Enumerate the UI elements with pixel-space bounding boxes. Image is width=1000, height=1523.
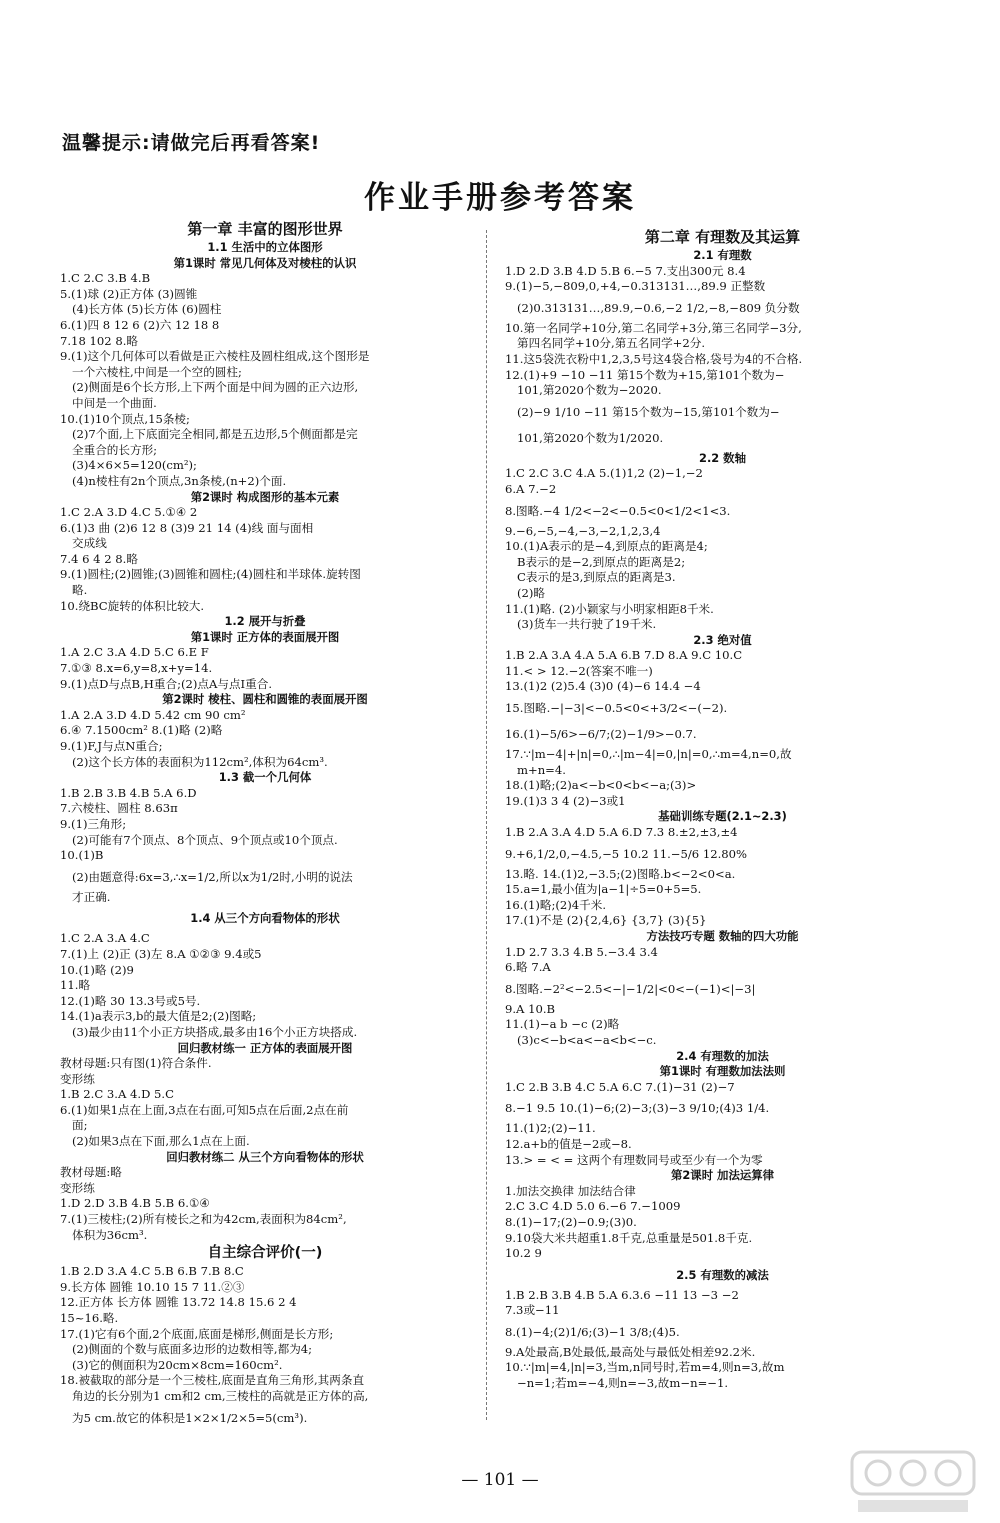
answer-line: 7.六棱柱、圆柱 8.63π bbox=[60, 801, 178, 816]
left-column bbox=[60, 218, 470, 1431]
answer-line: 体积为36cm³. bbox=[72, 1227, 148, 1242]
answer-line: 1.D 2.D 3.B 4.D 5.B 6.−5 7.支出300元 8.4 bbox=[505, 263, 746, 278]
answer-line: 9.−6,−5,−4,−3,−2,1,2,3,4 bbox=[505, 523, 661, 538]
lesson-heading: 第2课时 棱柱、圆柱和圆锥的表面展开图 bbox=[162, 692, 368, 707]
watermark-logo bbox=[848, 1448, 978, 1516]
answer-line: 1.A 2.A 3.D 4.D 5.42 cm 90 cm² bbox=[60, 707, 246, 722]
answer-line: (2)−9 1/10 −11 第15个数为−15,第101个数为− bbox=[517, 404, 780, 419]
answer-line: (4)长方体 (5)长方体 (6)圆柱 bbox=[72, 302, 222, 317]
answer-line: 1.C 2.C 3.C 4.A 5.(1)1,2 (2)−1,−2 bbox=[505, 466, 703, 481]
answer-line: 12.正方体 长方体 圆锥 13.72 14.8 15.6 2 4 bbox=[60, 1295, 297, 1310]
answer-line: 17.(1)不是 (2){2,4,6} {3,7} (3){5} bbox=[505, 913, 707, 928]
answer-line: (3)货车一共行驶了19千米. bbox=[517, 617, 657, 632]
answer-line: 面; bbox=[72, 1118, 88, 1133]
section-heading: 1.4 从三个方向看物体的形状 bbox=[190, 911, 340, 926]
answer-line: 9.(1)圆柱;(2)圆锥;(3)圆锥和圆柱;(4)圆柱和半球体.旋转图 bbox=[60, 567, 361, 582]
answer-line: 教材母题:只有图(1)符合条件. bbox=[60, 1056, 212, 1071]
answer-line: 变形练 bbox=[60, 1071, 95, 1086]
answer-line: 18.被截取的部分是一个三棱柱,底面是直角三角形,其两条直 bbox=[60, 1373, 365, 1388]
answer-line: 6.④ 7.1500cm² 8.(1)略 (2)略 bbox=[60, 723, 223, 738]
answer-line: 13.> = < = 这两个有理数同号或至少有一个为零 bbox=[505, 1152, 763, 1167]
lesson-heading: 第1课时 正方体的表面展开图 bbox=[190, 629, 340, 644]
answer-line: (4)n棱柱有2n个顶点,3n条棱,(n+2)个面. bbox=[72, 473, 287, 488]
section-heading: 1.3 截一个几何体 bbox=[218, 770, 312, 785]
answer-line: 交成线 bbox=[72, 536, 107, 551]
answer-line: 1.C 2.A 3.D 4.C 5.①④ 2 bbox=[60, 505, 198, 520]
lesson-heading: 基础训练专题(2.1~2.3) bbox=[658, 809, 787, 824]
answer-line: 12.(1)略 30 13.3号或5号. bbox=[60, 993, 201, 1008]
answer-line: 17.(1)它有6个面,2个底面,底面是梯形,侧面是长方形; bbox=[60, 1326, 334, 1341]
answer-line: 9.(1)−5,−809,0,+4,−0.313131…,89.9 正整数 bbox=[505, 279, 766, 294]
answer-line: (2)0.313131…,89.9,−0.6,−2 1/2,−8,−809 负分数 bbox=[517, 300, 800, 315]
answer-line: 1.加法交换律 加法结合律 bbox=[505, 1183, 636, 1198]
answer-line: 19.(1)3 3 4 (2)−3或1 bbox=[505, 793, 626, 808]
section-heading: 1.1 生活中的立体图形 bbox=[207, 240, 323, 254]
answer-line: 15~16.略. bbox=[60, 1311, 119, 1325]
answer-line: 13.略. 14.(1)2,−3.5;(2)图略.b<−2<0<a. bbox=[505, 866, 736, 881]
answer-line: C表示的是3,到原点的距离是3. bbox=[517, 570, 676, 585]
answer-line: 8.图略.−2²<−2.5<−|−1/2|<0<−(−1)<|−3| bbox=[505, 981, 756, 996]
answer-line: (2)这个长方体的表面积为112cm²,体积为64cm³. bbox=[72, 754, 328, 769]
answer-line: 10.(1)10个顶点,15条棱; bbox=[60, 411, 190, 426]
answer-line: (3)c<−b<a<−a<b<−c. bbox=[517, 1032, 657, 1047]
lesson-heading: 第1课时 常见几何体及对棱柱的认识 bbox=[173, 255, 357, 270]
answer-line: 1.B 2.D 3.A 4.C 5.B 6.B 7.B 8.C bbox=[60, 1264, 244, 1279]
answer-line: 15.a=1,最小值为|a−1|÷5=0+5=5. bbox=[505, 882, 702, 897]
answer-line: 中间是一个曲面. bbox=[72, 395, 157, 410]
answer-line: 7.4 6 4 2 8.略 bbox=[60, 551, 138, 566]
answer-line: 12.(1)+9 −10 −11 第15个数为+15,第101个数为− bbox=[505, 367, 785, 382]
answer-line: (2)侧面是6个长方形,上下两个面是中间为圆的正六边形, bbox=[72, 380, 359, 395]
answer-line: 教材母题:略 bbox=[60, 1165, 122, 1180]
answer-line: (3)最少由11个小正方块搭成,最多由16个小正方块搭成. bbox=[72, 1024, 358, 1039]
answer-line: 6.A 7.−2 bbox=[505, 481, 557, 496]
answer-line: 9.(1)三角形; bbox=[60, 816, 127, 831]
answer-line: 101,第2020个数为−2020. bbox=[517, 383, 662, 398]
answer-line: 7.(1)上 (2)正 (3)左 8.A ①②③ 9.4或5 bbox=[60, 946, 262, 961]
answer-line: 16.(1)略;(2)4千米. bbox=[505, 897, 607, 912]
answer-line: 10.(1)A表示的是−4,到原点的距离是4; bbox=[505, 539, 708, 554]
answer-line: 9.(1)这个几何体可以看做是正六棱柱及圆柱组成,这个图形是 bbox=[60, 349, 370, 364]
answer-line: 18.(1)略;(2)a<−b<0<b<−a;(3)> bbox=[505, 778, 697, 793]
answer-line: −n=1;若m=−4,则n=−3,故m−n=−1. bbox=[517, 1376, 729, 1391]
answer-line: 6.(1)如果1点在上面,3点在右面,可知5点在后面,2点在前 bbox=[60, 1102, 349, 1117]
section-heading: 2.2 数轴 bbox=[699, 450, 746, 465]
answer-line: 7.3或−11 bbox=[505, 1303, 560, 1318]
answer-line: 9.(1)F,J与点N重合; bbox=[60, 739, 163, 753]
answer-line: 1.C 2.A 3.A 4.C bbox=[60, 931, 150, 946]
answer-line: 1.A 2.C 3.A 4.D 5.C 6.E F bbox=[60, 645, 209, 660]
answer-line: 1.B 2.A 3.A 4.A 5.A 6.B 7.D 8.A 9.C 10.C bbox=[505, 648, 743, 663]
answer-line: 12.a+b的值是−2或−8. bbox=[505, 1136, 632, 1151]
lesson-heading: 方法技巧专题 数轴的四大功能 bbox=[646, 929, 799, 943]
answer-line: 6.(1)四 8 12 6 (2)六 12 18 8 bbox=[60, 317, 220, 332]
answer-line: 1.D 2.7 3.3 4.B 5.−3.4 3.4 bbox=[505, 944, 658, 959]
page-title: 作业手册参考答案 bbox=[364, 180, 636, 216]
reminder-tip: 温馨提示:请做完后再看答案! bbox=[62, 132, 321, 154]
answer-line: 1.B 2.A 3.A 4.D 5.A 6.D 7.3 8.±2,±3,±4 bbox=[505, 825, 738, 840]
answer-line: 1.B 2.B 3.B 4.B 5.A 6.3.6 −11 13 −3 −2 bbox=[505, 1287, 739, 1302]
column-divider bbox=[486, 230, 487, 1420]
section-heading: 2.3 绝对值 bbox=[693, 632, 752, 647]
lesson-heading: 第2课时 构成图形的基本元素 bbox=[190, 489, 340, 504]
lesson-heading: 回归教材练一 正方体的表面展开图 bbox=[177, 1040, 353, 1055]
answer-line: 1.C 2.B 3.B 4.C 5.A 6.C 7.(1)−31 (2)−7 bbox=[505, 1079, 735, 1094]
answer-line: 17.∵|m−4|+|n|=0,∴|m−4|=0,|n|=0,∴m=4,n=0,故 bbox=[505, 747, 792, 762]
answer-line: 7.①③ 8.x=6,y=8,x+y=14. bbox=[60, 661, 213, 676]
review-heading: 自主综合评价(一) bbox=[207, 1245, 323, 1262]
answer-line: 1.D 2.D 3.B 4.B 5.B 6.①④ bbox=[60, 1196, 210, 1211]
answer-line: 5.(1)球 (2)正方体 (3)圆锥 bbox=[60, 286, 198, 301]
answer-line: 8.图略.−4 1/2<−2<−0.5<0<1/2<1<3. bbox=[505, 503, 731, 518]
answer-line: 8.−1 9.5 10.(1)−6;(2)−3;(3)−3 9/10;(4)3 1/4. bbox=[505, 1101, 770, 1116]
answer-line: 角边的长分别为1 cm和2 cm,三棱柱的高就是正方体的高, bbox=[72, 1388, 369, 1403]
answer-line: 14.(1)a表示3,b的最大值是2;(2)图略; bbox=[60, 1009, 257, 1024]
answer-line: 11.略 bbox=[60, 978, 91, 993]
answer-line: 8.(1)−17;(2)−0.9;(3)0. bbox=[505, 1214, 637, 1229]
answer-line: 6.(1)3 曲 (2)6 12 8 (3)9 21 14 (4)线 面与面相 bbox=[60, 520, 314, 535]
answer-line: 为5 cm.故它的体积是1×2×1/2×5=5(cm³). bbox=[72, 1410, 308, 1425]
answer-line: 9.长方体 圆锥 10.10 15 7 11.②③ bbox=[60, 1279, 245, 1294]
answer-line: 一个六棱柱,中间是一个空的圆柱; bbox=[72, 364, 242, 379]
answer-line: 9.10袋大米共超重1.8千克,总重量是501.8千克. bbox=[505, 1230, 753, 1245]
section-heading: 1.2 展开与折叠 bbox=[224, 614, 306, 629]
answer-line: 2.C 3.C 4.D 5.0 6.−6 7.−1009 bbox=[505, 1199, 681, 1214]
answer-line: 7.(1)三棱柱;(2)所有棱长之和为42cm,表面积为84cm², bbox=[60, 1212, 347, 1227]
answer-line: 9.A处最高,B处最低,最高处与最低处相差92.2米. bbox=[505, 1344, 756, 1359]
answer-line: 16.(1)−5/6>−6/7;(2)−1/9>−0.7. bbox=[505, 727, 697, 742]
answer-line: 第四名同学+10分,第五名同学+2分. bbox=[517, 336, 706, 351]
answer-line: 11.(1)略. (2)小颖家与小明家相距8千米. bbox=[505, 601, 714, 616]
section-heading: 2.1 有理数 bbox=[693, 248, 752, 262]
answer-line: 10.∵|m|=4,|n|=3,当m,n同号时,若m=4,则n=3,故m bbox=[505, 1360, 785, 1375]
answer-line: (2)由题意得:6x=3,∴x=1/2,所以x为1/2时,小明的说法 bbox=[72, 869, 353, 884]
chapter-heading: 第二章 有理数及其运算 bbox=[644, 228, 801, 246]
lesson-heading: 第2课时 加法运算律 bbox=[670, 1168, 775, 1183]
answer-line: 变形练 bbox=[60, 1180, 95, 1195]
answer-line: 9.A 10.B bbox=[505, 1001, 556, 1016]
answer-line: 10.(1)B bbox=[60, 848, 104, 863]
lesson-heading: 回归教材练二 从三个方向看物体的形状 bbox=[166, 1149, 364, 1164]
answer-line: 全重合的长方形; bbox=[72, 442, 158, 457]
answer-line: 略. bbox=[72, 583, 88, 598]
answer-line: 15.图略.−|−3|<−0.5<0<+3/2<−(−2). bbox=[505, 701, 728, 716]
answer-line: 13.(1)2 (2)5.4 (3)0 (4)−6 14.4 −4 bbox=[505, 679, 701, 694]
answer-line: 9.+6,1/2,0,−4.5,−5 10.2 11.−5/6 12.80% bbox=[505, 846, 748, 861]
answer-line: 1.B 2.B 3.B 4.B 5.A 6.D bbox=[60, 785, 197, 800]
answer-line: 8.(1)−4;(2)1/6;(3)−1 3/8;(4)5. bbox=[505, 1324, 680, 1339]
answer-line: 1.C 2.C 3.B 4.B bbox=[60, 271, 151, 286]
answer-line: 1.B 2.C 3.A 4.D 5.C bbox=[60, 1087, 174, 1102]
section-heading: 2.4 有理数的加法 bbox=[676, 1048, 769, 1063]
answer-line: 才正确. bbox=[72, 889, 111, 904]
answer-line: (3)它的侧面积为20cm×8cm=160cm². bbox=[72, 1357, 283, 1372]
answer-line: 11.< > 12.−2(答案不唯一) bbox=[505, 663, 653, 678]
answer-line: (2)7个面,上下底面完全相同,都是五边形,5个侧面都是完 bbox=[72, 427, 358, 442]
answer-line: 6.略 7.A bbox=[505, 960, 551, 975]
answer-line: 10.(1)略 (2)9 bbox=[60, 962, 134, 977]
lesson-heading: 第1课时 有理数加法法则 bbox=[659, 1064, 786, 1079]
answer-line: (2)略 bbox=[517, 585, 546, 600]
answer-line: 10.第一名同学+10分,第二名同学+3分,第三名同学−3分, bbox=[505, 320, 802, 335]
answer-line: (2)可能有7个顶点、8个顶点、9个顶点或10个顶点. bbox=[72, 832, 338, 847]
chapter-heading: 第一章 丰富的图形世界 bbox=[187, 220, 343, 238]
answer-line: 10.2 9 bbox=[505, 1246, 542, 1261]
page-number: — 101 — bbox=[461, 1470, 539, 1490]
answer-line: (3)4×6×5=120(cm²); bbox=[72, 458, 197, 473]
answer-line: m+n=4. bbox=[517, 762, 566, 777]
answer-line: 11.(1)−a b −c (2)略 bbox=[505, 1017, 620, 1032]
answer-line: 11.这5袋洗衣粉中1,2,3,5号这4袋合格,袋号为4的不合格. bbox=[505, 351, 803, 366]
answer-line: 101,第2020个数为1/2020. bbox=[517, 430, 664, 445]
right-column bbox=[505, 226, 940, 1392]
answer-line: B表示的是−2,到原点的距离是2; bbox=[517, 554, 686, 569]
answer-line: (2)如果3点在下面,那么1点在上面. bbox=[72, 1134, 250, 1149]
answer-line: 7.18 102 8.略 bbox=[60, 333, 138, 348]
answer-line: (2)侧面的个数与底面多边形的边数相等,都为4; bbox=[72, 1342, 313, 1357]
answer-line: 9.(1)点D与点B,H重合;(2)点A与点I重合. bbox=[60, 676, 272, 691]
answer-line: 10.绕BC旋转的体积比较大. bbox=[60, 598, 205, 613]
section-heading: 2.5 有理数的减法 bbox=[676, 1267, 769, 1282]
answer-line: 11.(1)2;(2)−11. bbox=[505, 1121, 596, 1136]
